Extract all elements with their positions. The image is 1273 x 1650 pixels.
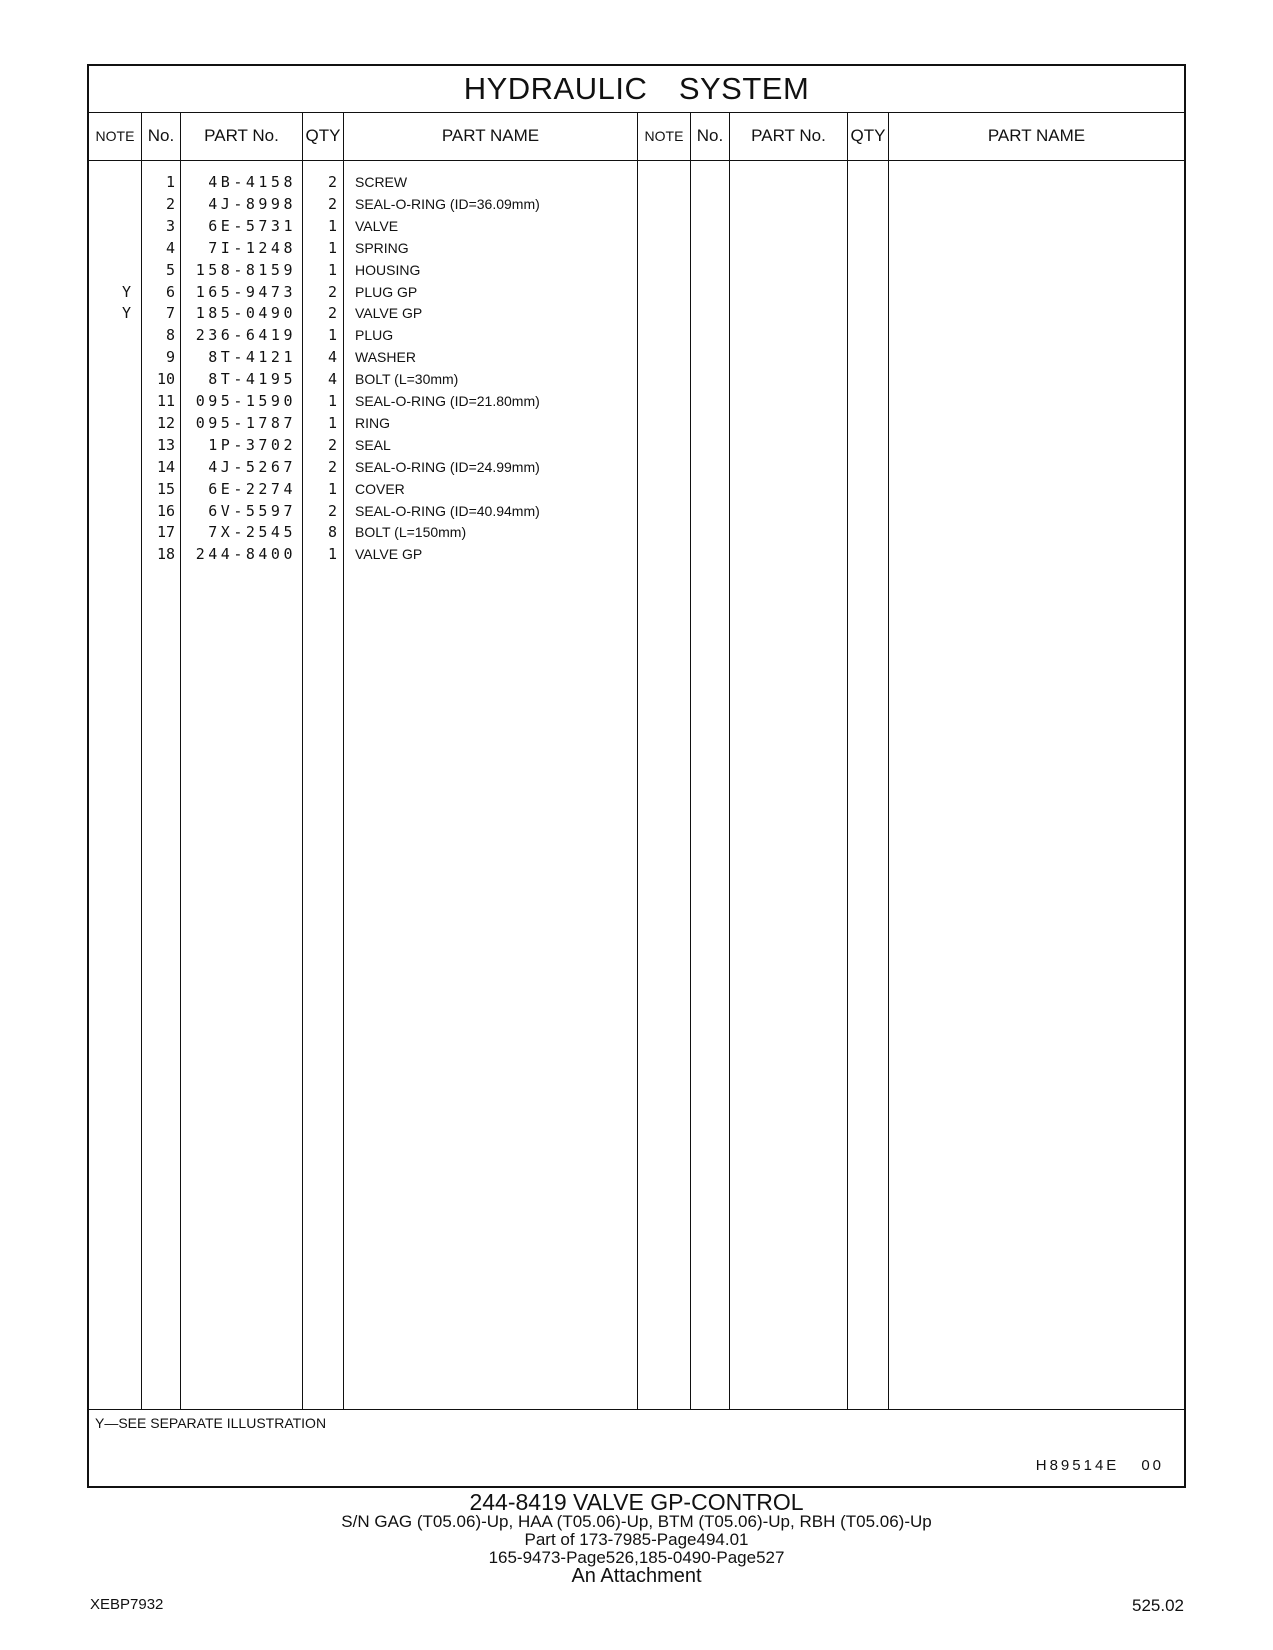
section-title: HYDRAULIC SYSTEM bbox=[89, 66, 1184, 113]
table-row bbox=[89, 237, 1184, 260]
row-quantity: 2 bbox=[327, 501, 337, 520]
row-quantity: 1 bbox=[327, 545, 337, 564]
page-number: 525.02 bbox=[1132, 1596, 1184, 1615]
row-number: 16 bbox=[156, 501, 175, 520]
header-no-right: No. bbox=[696, 126, 724, 145]
row-note: Y bbox=[121, 282, 131, 301]
table-row bbox=[89, 478, 1184, 501]
row-note bbox=[89, 478, 141, 501]
row-note bbox=[89, 215, 141, 238]
row-number: 13 bbox=[156, 435, 175, 454]
row-part-number: 6V-5597 bbox=[208, 501, 296, 520]
row-part-number: 4B-4158 bbox=[208, 173, 296, 191]
table-row bbox=[89, 193, 1184, 216]
table-row bbox=[89, 456, 1184, 479]
row-quantity: 2 bbox=[327, 194, 337, 213]
note-legend: Y—SEE SEPARATE ILLUSTRATION bbox=[95, 1415, 327, 1431]
row-number: 11 bbox=[156, 392, 175, 410]
row-part-number: 8T-4195 bbox=[208, 370, 296, 389]
row-number: 7 bbox=[165, 304, 175, 323]
drawing-revision: 00 bbox=[1141, 1457, 1164, 1474]
row-part-name: SEAL-O-RING (ID=40.94mm) bbox=[355, 502, 540, 519]
row-part-name: SEAL bbox=[355, 436, 391, 453]
row-part-name: VALVE GP bbox=[355, 305, 423, 322]
row-part-name: BOLT (L=150mm) bbox=[355, 524, 467, 541]
row-part-number: 6E-5731 bbox=[208, 216, 296, 235]
row-quantity: 1 bbox=[327, 238, 337, 257]
table-row bbox=[89, 390, 1184, 413]
row-quantity: 4 bbox=[327, 370, 337, 389]
row-part-name: HOUSING bbox=[355, 261, 421, 278]
row-part-name: VALVE bbox=[355, 217, 399, 234]
table-row bbox=[89, 324, 1184, 347]
drawing-code bbox=[1036, 1457, 1164, 1474]
part-of-reference: Part of 173-7985-Page494.01 bbox=[524, 1530, 749, 1549]
row-note bbox=[89, 390, 141, 413]
row-quantity: 1 bbox=[327, 216, 337, 235]
page-references: 165-9473-Page526,185-0490-Page527 bbox=[488, 1548, 785, 1567]
row-note bbox=[89, 193, 141, 216]
row-number: 9 bbox=[165, 348, 175, 367]
row-number: 2 bbox=[165, 194, 175, 213]
table-row bbox=[89, 500, 1184, 523]
row-number: 14 bbox=[156, 457, 175, 476]
row-number: 6 bbox=[165, 282, 175, 301]
row-part-number: 095-1590 bbox=[195, 392, 296, 410]
row-part-number: 7X-2545 bbox=[208, 523, 296, 542]
attachment-label: An Attachment bbox=[571, 1565, 702, 1587]
row-quantity: 4 bbox=[327, 348, 337, 367]
table-row bbox=[89, 302, 1184, 325]
row-note bbox=[89, 500, 141, 523]
row-part-name: SEAL-O-RING (ID=24.99mm) bbox=[355, 458, 540, 475]
row-part-number: 236-6419 bbox=[195, 326, 296, 345]
row-quantity: 1 bbox=[327, 260, 337, 279]
row-number: 8 bbox=[165, 326, 175, 345]
table-row bbox=[89, 346, 1184, 369]
row-part-number: 185-0490 bbox=[195, 304, 296, 323]
row-quantity: 2 bbox=[327, 282, 337, 301]
row-part-number: 095-1787 bbox=[195, 413, 296, 432]
header-part-no-right: PART No. bbox=[751, 126, 826, 145]
row-quantity: 2 bbox=[327, 457, 337, 476]
row-part-number: 6E-2274 bbox=[208, 479, 296, 498]
row-part-name: PLUG bbox=[355, 327, 394, 344]
table-row bbox=[89, 368, 1184, 391]
row-note bbox=[89, 237, 141, 260]
parts-list-frame bbox=[87, 64, 1186, 1488]
header-no: No. bbox=[147, 126, 175, 145]
drawing-number: H89514E bbox=[1035, 1457, 1120, 1474]
row-note bbox=[89, 412, 141, 435]
table-row bbox=[89, 412, 1184, 435]
row-note bbox=[89, 368, 141, 391]
row-quantity: 2 bbox=[327, 435, 337, 454]
row-number: 15 bbox=[156, 479, 175, 498]
row-part-number: 1P-3702 bbox=[208, 435, 296, 454]
header-qty: QTY bbox=[305, 126, 341, 145]
row-part-name: SPRING bbox=[355, 239, 409, 256]
row-number: 12 bbox=[156, 413, 175, 432]
row-quantity: 1 bbox=[327, 326, 337, 345]
row-note: Y bbox=[121, 304, 131, 323]
row-part-name: PLUG GP bbox=[355, 283, 418, 300]
header-part-name-right: PART NAME bbox=[987, 126, 1086, 145]
row-number: 18 bbox=[156, 545, 175, 564]
row-part-name: VALVE GP bbox=[355, 546, 423, 563]
row-number: 17 bbox=[156, 523, 175, 542]
row-part-name: RING bbox=[355, 414, 390, 431]
row-part-number: 7I-1248 bbox=[208, 238, 296, 257]
row-number: 5 bbox=[165, 260, 175, 279]
table-row bbox=[89, 215, 1184, 238]
row-number: 1 bbox=[165, 173, 175, 191]
row-number: 10 bbox=[156, 370, 175, 389]
row-quantity: 1 bbox=[327, 392, 337, 410]
serial-range: S/N GAG (T05.06)-Up, HAA (T05.06)-Up, BTM (T05.06)-Up, RBH (T05.06)-Up bbox=[341, 1512, 932, 1531]
row-note bbox=[89, 521, 141, 544]
row-note bbox=[89, 346, 141, 369]
header-note-right: NOTE bbox=[644, 128, 684, 144]
footer-divider bbox=[89, 1409, 1184, 1410]
row-part-name: WASHER bbox=[355, 349, 416, 366]
row-quantity: 2 bbox=[327, 304, 337, 323]
row-part-name: COVER bbox=[355, 480, 405, 497]
row-part-name: BOLT (L=30mm) bbox=[355, 371, 459, 388]
row-note bbox=[89, 259, 141, 282]
row-number: 4 bbox=[165, 238, 175, 257]
row-quantity: 8 bbox=[327, 523, 337, 542]
row-note bbox=[89, 171, 141, 194]
row-part-number: 8T-4121 bbox=[208, 348, 296, 367]
row-note bbox=[89, 456, 141, 479]
row-number: 3 bbox=[165, 216, 175, 235]
row-part-name: SEAL-O-RING (ID=21.80mm) bbox=[355, 393, 540, 409]
parts-table-body bbox=[89, 160, 1184, 1409]
table-row bbox=[89, 543, 1184, 566]
table-row bbox=[89, 434, 1184, 457]
row-quantity: 2 bbox=[327, 173, 337, 191]
group-title: 244-8419 VALVE GP-CONTROL bbox=[469, 1489, 804, 1515]
table-row bbox=[89, 521, 1184, 544]
row-quantity: 1 bbox=[327, 413, 337, 432]
row-part-number: 4J-8998 bbox=[208, 194, 296, 213]
document-id: XEBP7932 bbox=[90, 1596, 164, 1613]
header-part-name: PART NAME bbox=[441, 126, 540, 145]
header-note: NOTE bbox=[95, 128, 135, 144]
header-qty-right: QTY bbox=[850, 126, 886, 145]
table-row bbox=[89, 171, 1184, 194]
row-part-number: 4J-5267 bbox=[208, 457, 296, 476]
row-part-name: SEAL-O-RING (ID=36.09mm) bbox=[355, 195, 540, 212]
row-part-number: 165-9473 bbox=[195, 282, 296, 301]
row-note bbox=[89, 434, 141, 457]
row-part-number: 244-8400 bbox=[195, 545, 296, 564]
table-row bbox=[89, 281, 1184, 304]
row-part-number: 158-8159 bbox=[195, 260, 296, 279]
row-note bbox=[89, 324, 141, 347]
header-part-no: PART No. bbox=[204, 126, 279, 145]
table-row bbox=[89, 259, 1184, 282]
row-part-name: SCREW bbox=[355, 174, 408, 190]
row-note bbox=[89, 543, 141, 566]
row-quantity: 1 bbox=[327, 479, 337, 498]
